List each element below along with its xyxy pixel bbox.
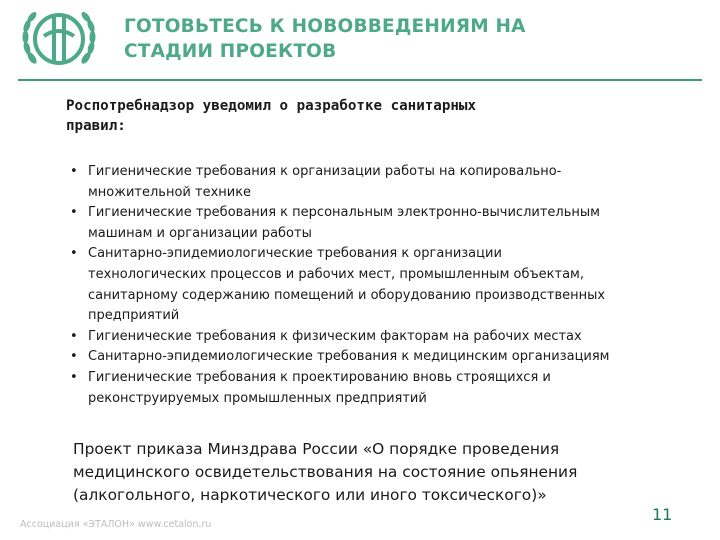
list-item	[70, 368, 710, 409]
lead-statement-line-2: правил:	[66, 118, 126, 134]
draft-order-line-2: медицинского освидетельствования на состояние опьянения	[73, 463, 578, 481]
bullet-icon: •	[70, 205, 78, 221]
sanitary-rules-list	[70, 162, 710, 409]
lead-statement-line-1: Роспотребнадзор уведомил о разработке санитарных	[66, 98, 476, 114]
list-item-line: предприятий	[88, 308, 180, 324]
bullet-icon: •	[70, 246, 78, 262]
list-item-line: Гигиенические требования к физическим факторам на рабочих местах	[88, 328, 582, 344]
draft-order-note	[73, 438, 663, 507]
list-item	[70, 327, 710, 348]
list-item-line: Санитарно-эпидемиологические требования к организации	[88, 246, 502, 262]
list-item	[70, 244, 710, 326]
page-number: 11	[652, 505, 673, 524]
wreath-emblem-icon	[20, 6, 98, 72]
list-item-line: санитарному содержанию помещений и оборудованию производственных	[88, 287, 606, 303]
list-item-line: множительной технике	[88, 184, 252, 200]
bullet-icon: •	[70, 349, 78, 365]
list-item	[70, 203, 710, 244]
list-item-line: машинам и организации работы	[88, 225, 312, 241]
slide-title	[124, 14, 684, 64]
draft-order-line-3: (алкогольного, наркотического или иного токсического)»	[73, 486, 547, 504]
list-item-line: технологических процессов и рабочих мест, промышленным объектам,	[88, 266, 584, 282]
draft-order-line-1: Проект приказа Минздрава России «О порядке проведения	[73, 440, 560, 458]
list-item-line: Гигиенические требования к проектированию вновь строящихся и	[88, 369, 551, 385]
footer-association-link[interactable]: Ассоциация «ЭТАЛОН» www.cetalon.ru	[20, 519, 212, 530]
lead-statement	[66, 96, 686, 136]
slide-title-line-2: СТАДИИ ПРОЕКТОВ	[124, 41, 337, 62]
slide-title-line-1: ГОТОВЬТЕСЬ К НОВОВВЕДЕНИЯМ НА	[124, 16, 526, 37]
list-item	[70, 347, 710, 368]
title-divider	[18, 79, 702, 81]
list-item-line: реконструируемых промышленных предприятий	[88, 390, 427, 406]
bullet-icon: •	[70, 328, 78, 344]
bullet-icon: •	[70, 164, 78, 179]
list-item-line: Гигиенические требования к организации работы на копировально-	[88, 164, 562, 179]
list-item-line: Санитарно-эпидемиологические требования к медицинским организациям	[88, 349, 610, 365]
list-item	[70, 162, 710, 203]
list-item-line: Гигиенические требования к персональным электронно-вычислительным	[88, 205, 600, 221]
bullet-icon: •	[70, 369, 78, 385]
